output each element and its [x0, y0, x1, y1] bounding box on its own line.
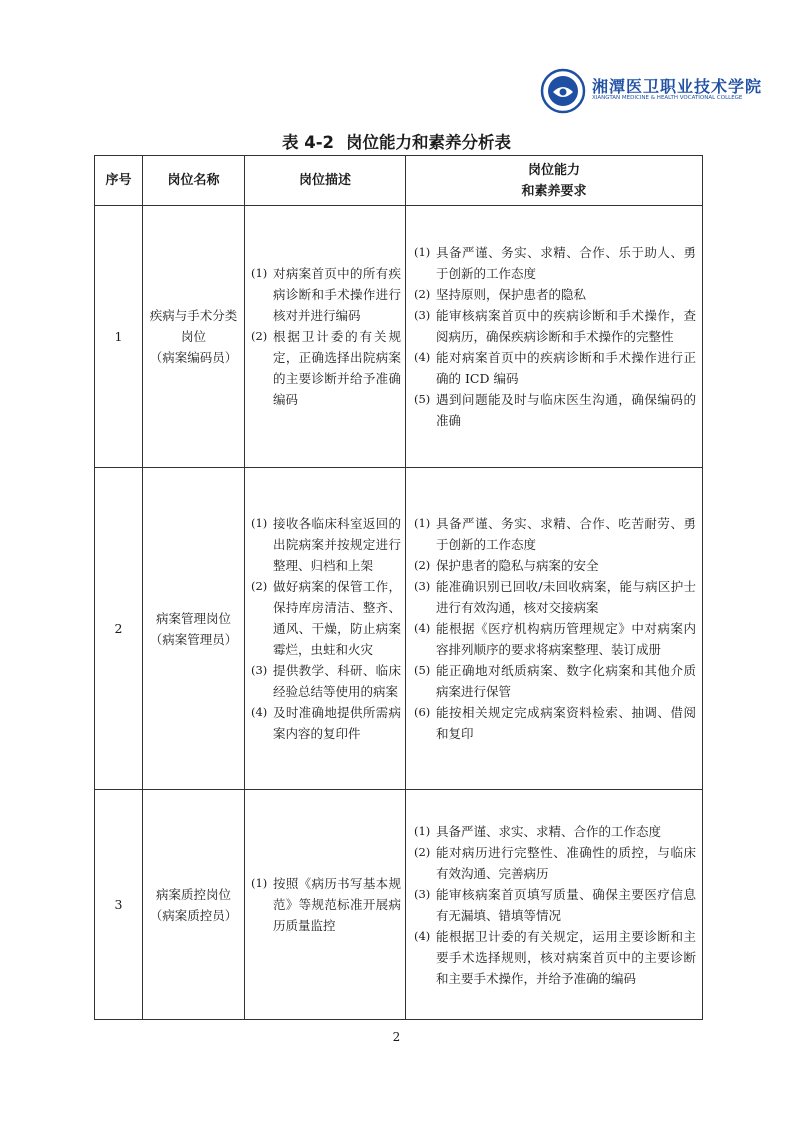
item-marker: (1) [251, 516, 268, 530]
job-requirements [406, 468, 703, 790]
item-text: 能审核病案首页填写质量、确保主要医疗信息有无漏填、错填等情况 [436, 886, 696, 923]
job-name-line: 岗位 [180, 329, 206, 344]
job-name [143, 206, 245, 468]
table-row [95, 468, 703, 790]
item-text: 对病案首页中的所有疾病诊断和手术操作进行核对并进行编码 [273, 266, 401, 323]
list-item [251, 702, 401, 744]
list-item [414, 555, 696, 576]
logo-chinese-name: 湘潭医卫职业技术学院 [592, 77, 763, 96]
item-marker: (4) [414, 928, 431, 943]
item-text: 能按相关规定完成病案资料检索、抽调、借阅和复印 [436, 705, 696, 741]
job-name-line: 疾病与手术分类 [149, 308, 238, 323]
item-marker: (1) [251, 876, 268, 890]
table-title [0, 129, 793, 153]
job-requirements [406, 790, 703, 1020]
college-logo [540, 68, 763, 114]
item-marker: (3) [414, 579, 431, 593]
header-req-line1: 岗位能力 [527, 162, 580, 178]
job-name-line: （病案质控员） [149, 907, 238, 923]
job-name-line: （病案管理员） [149, 631, 238, 647]
list-item [414, 242, 696, 284]
header-req [406, 156, 703, 206]
item-marker: (1) [251, 266, 268, 280]
item-text: 具备严谨、务实、求精、合作、吃苦耐劳、勇于创新的工作态度 [436, 516, 696, 552]
list-item [414, 389, 696, 431]
item-text: 能根据卫计委的有关规定，运用主要诊断和主要手术选择规则，核对病案首页中的主要诊断和主要手术操作，并给予准确的编码 [436, 928, 696, 986]
table-number: 表 4-2 [281, 133, 335, 152]
item-marker: (1) [414, 823, 431, 838]
list-item [414, 618, 696, 660]
job-analysis-table [94, 155, 703, 1020]
item-text: 能正确地对纸质病案、数字化病案和其他介质病案进行保管 [436, 663, 696, 699]
item-marker: (3) [414, 886, 431, 901]
item-text: 接收各临床科室返回的出院病案并按规定进行整理、归档和上架 [273, 516, 401, 573]
item-marker: (1) [414, 245, 431, 259]
item-text: 能对病案首页中的疾病诊断和手术操作进行正确的 ICD 编码 [436, 350, 696, 386]
job-name-line: （病案编码员） [149, 350, 238, 365]
college-emblem-icon [540, 68, 586, 114]
item-text: 能根据《医疗机构病历管理规定》中对病案内容排列顺序的要求将病案整理、装订成册 [436, 621, 696, 657]
item-marker: (5) [414, 663, 431, 677]
item-text: 能对病历进行完整性、准确性的质控，与临床有效沟通、完善病历 [436, 844, 696, 881]
job-description [245, 206, 406, 468]
item-marker: (2) [414, 287, 431, 301]
list-item [414, 513, 696, 555]
logo-english-name: XIANGTAN MEDICINE & HEALTH VOCATIONAL COLLEGE [592, 95, 743, 101]
list-item [414, 821, 696, 842]
list-item [414, 884, 696, 926]
table-title-text: 岗位能力和素养分析表 [346, 133, 512, 152]
list-item [414, 347, 696, 389]
list-item [251, 660, 401, 702]
list-item [414, 702, 696, 744]
item-text: 具备严谨、求实、求精、合作的工作态度 [436, 823, 662, 839]
list-item [251, 263, 401, 326]
list-item [414, 284, 696, 305]
header-desc: 岗位描述 [245, 156, 406, 206]
item-marker: (6) [414, 705, 431, 719]
item-marker: (5) [414, 392, 431, 406]
item-marker: (1) [414, 516, 431, 530]
item-text: 及时准确地提供所需病案内容的复印件 [273, 705, 401, 741]
list-item [414, 305, 696, 347]
item-text: 提供教学、科研、临床经验总结等使用的病案 [273, 663, 401, 699]
item-text: 做好病案的保管工作，保持库房清洁、整齐、通风、干燥，防止病案霉烂，虫蛀和火灾 [273, 579, 401, 657]
list-item [414, 576, 696, 618]
table-header-row [95, 156, 703, 206]
table-row [95, 790, 703, 1020]
row-number: 2 [95, 468, 143, 790]
list-item [251, 576, 401, 660]
item-marker: (3) [414, 308, 431, 322]
item-text: 保护患者的隐私与病案的安全 [436, 558, 599, 573]
item-marker: (2) [414, 558, 431, 572]
job-name-line: 病案质控岗位 [155, 886, 231, 902]
item-text: 具备严谨、务实、求精、合作、乐于助人、勇于创新的工作态度 [436, 245, 696, 281]
item-text: 能审核病案首页中的疾病诊断和手术操作，查阅病历，确保疾病诊断和手术操作的完整性 [436, 308, 696, 344]
item-marker: (2) [414, 844, 431, 859]
item-text: 根据卫计委的有关规定，正确选择出院病案的主要诊断并给予准确编码 [273, 329, 401, 407]
page-number: 2 [392, 1030, 401, 1044]
item-marker: (4) [251, 705, 268, 719]
list-item [414, 660, 696, 702]
list-item [251, 873, 401, 936]
job-name [143, 790, 245, 1020]
job-description [245, 468, 406, 790]
job-name [143, 468, 245, 790]
item-marker: (4) [414, 621, 431, 635]
row-number: 1 [95, 206, 143, 468]
header-no: 序号 [95, 156, 143, 206]
item-text: 按照《病历书写基本规范》等规范标准开展病历质量监控 [273, 876, 401, 933]
header-req-line2: 和素养要求 [521, 183, 587, 199]
item-marker: (3) [251, 663, 268, 677]
job-name-line: 病案管理岗位 [155, 610, 231, 626]
item-text: 坚持原则，保护患者的隐私 [436, 287, 587, 302]
item-text: 能准确识别已回收/未回收病案，能与病区护士进行有效沟通，核对交接病案 [436, 579, 696, 615]
job-requirements [406, 206, 703, 468]
item-marker: (2) [251, 329, 268, 343]
table-row [95, 206, 703, 468]
list-item [251, 513, 401, 576]
row-number: 3 [95, 790, 143, 1020]
header-name: 岗位名称 [143, 156, 245, 206]
item-text: 遇到问题能及时与临床医生沟通，确保编码的准确 [436, 392, 696, 428]
item-marker: (4) [414, 350, 431, 364]
list-item [414, 926, 696, 989]
list-item [251, 326, 401, 410]
job-description [245, 790, 406, 1020]
list-item [414, 842, 696, 884]
item-marker: (2) [251, 579, 268, 593]
